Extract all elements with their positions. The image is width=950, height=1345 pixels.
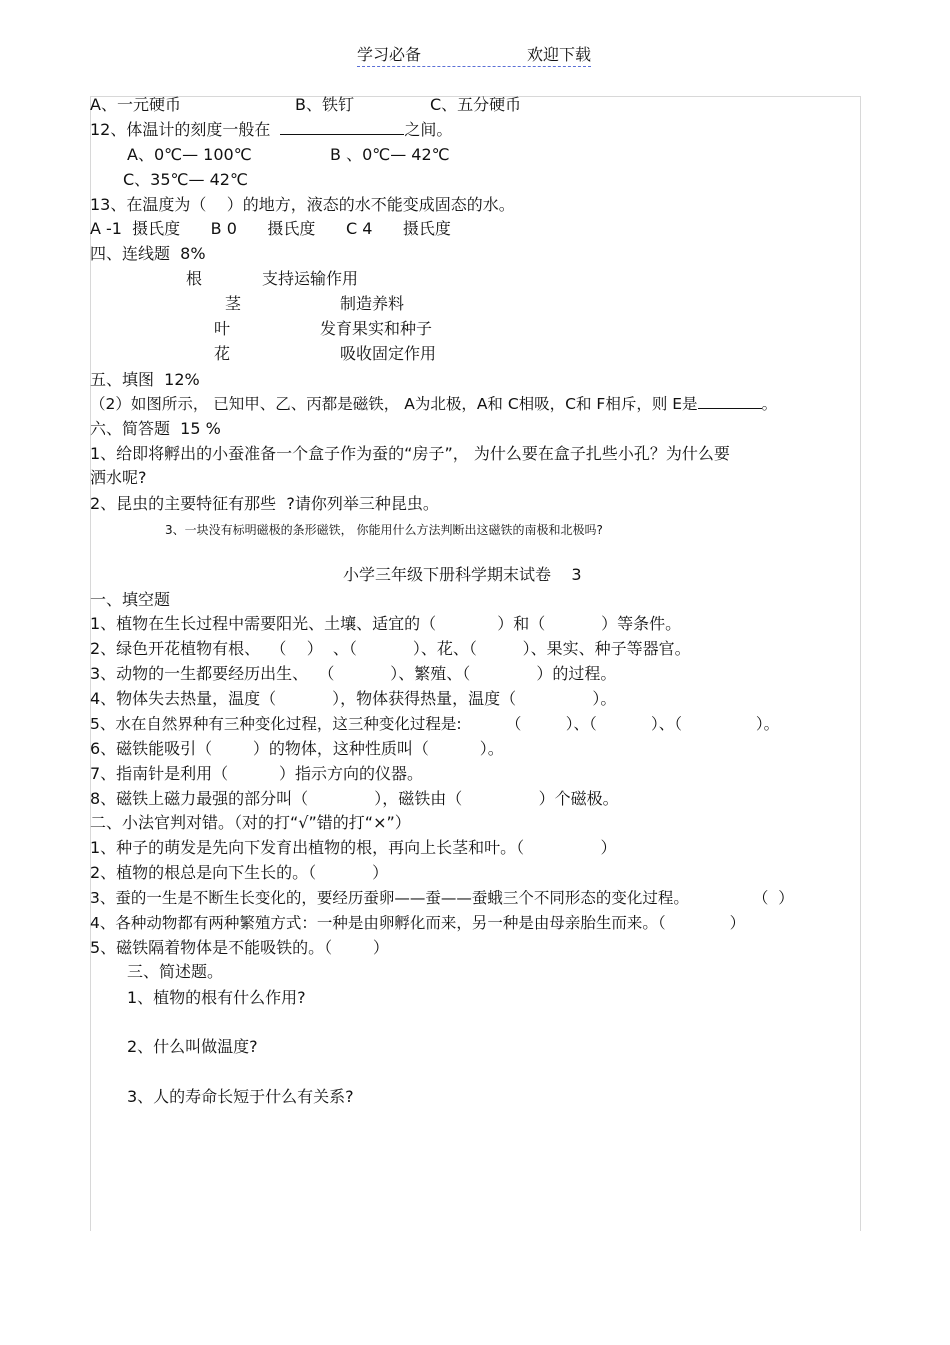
fill-question: 2、绿色开花植物有根、 （ ） 、（ ）、花、（ ）、果实、种子等器官。 <box>90 639 691 658</box>
judge-question: 4、各种动物都有两种繁殖方式：一种是由卵孵化而来，另一种是由母亲胎生而来。（ ） <box>90 914 746 932</box>
judge-question: 2、植物的根总是向下生长的。（ ） <box>90 863 389 882</box>
header-left-text: 学习必备 <box>357 45 422 64</box>
section-4-title: 四、连线题 8% <box>90 244 206 263</box>
judge-question: 3、蚕的一生是不断生长变化的，要经历蚕卵——蚕——蚕蛾三个不同形态的变化过程。 （ ） <box>90 889 794 907</box>
fill-question: 5、水在自然界种有三种变化过程，这三种变化过程是: （ ）、（ ）、（ ）。 <box>90 715 780 733</box>
match-left-item: 叶 <box>214 319 231 338</box>
exam-title: 小学三年级下册科学期末试卷 3 <box>343 565 582 584</box>
section-5-title: 五、填图 12% <box>90 370 200 389</box>
match-left-item: 花 <box>214 344 231 363</box>
match-left-item: 茎 <box>225 294 242 313</box>
question-12-text: 12、体温计的刻度一般在 <box>90 120 271 139</box>
section-6-question-2: 2、昆虫的主要特征有那些 ?请你列举三种昆虫。 <box>90 494 439 513</box>
fill-question: 4、物体失去热量，温度（ ），物体获得热量，温度（ ）。 <box>90 689 617 708</box>
page-header <box>357 42 591 67</box>
section-6-title: 六、简答题 15 % <box>90 419 221 438</box>
fill-question: 3、动物的一生都要经历出生、 （ ）、繁殖、（ ）的过程。 <box>90 664 617 683</box>
section-6-question-1-cont: 洒水呢? <box>90 468 147 487</box>
page-frame-right <box>860 96 861 1231</box>
short-answer-question: 3、人的寿命长短于什么有关系? <box>127 1087 354 1106</box>
fill-question: 8、磁铁上磁力最强的部分叫（ ），磁铁由（ ）个磁极。 <box>90 789 619 808</box>
judge-section-title: 二、小法官判对错。（对的打“√”错的打“×”） <box>90 813 411 832</box>
short-answer-question: 2、什么叫做温度? <box>127 1037 258 1056</box>
judge-question: 1、种子的萌发是先向下发育出植物的根，再向上长茎和叶。（ ） <box>90 838 617 857</box>
match-right-item: 发育果实和种子 <box>320 319 433 338</box>
section-5-question-after: 。 <box>761 395 778 413</box>
match-right-item: 制造养料 <box>340 294 405 313</box>
section-5-question-text: （2）如图所示， 已知甲、乙、丙都是磁铁， A为北极，A和 C相吸，C和 F相斥，则 E是 <box>90 395 698 413</box>
q11-option-b: B、铁钉 <box>295 95 354 114</box>
header-right-text: 欢迎下载 <box>526 45 591 64</box>
answer-blank <box>280 120 404 135</box>
match-right-item: 吸收固定作用 <box>340 344 437 363</box>
short-answer-section-title: 三、简述题。 <box>127 962 224 981</box>
section-6-question-1: 1、给即将孵出的小蚕准备一个盒子作为蚕的“房子”， 为什么要在盒子扎些小孔？为什么要 <box>90 444 730 463</box>
q11-option-a: A、一元硬币 <box>90 95 181 114</box>
q12-option-c: C、35℃— 42℃ <box>123 170 248 189</box>
fill-question: 6、磁铁能吸引（ ）的物体，这种性质叫（ ）。 <box>90 739 504 758</box>
match-left-item: 根 <box>186 269 203 288</box>
match-right-item: 支持运输作用 <box>262 269 359 288</box>
q13-options: A -1 摄氏度 B 0 摄氏度 C 4 摄氏度 <box>90 219 451 238</box>
judge-question: 5、磁铁隔着物体是不能吸铁的。（ ） <box>90 938 389 957</box>
section-6-question-3: 3、一块没有标明磁极的条形磁铁， 你能用什么方法判断出这磁铁的南极和北极吗? <box>165 523 603 537</box>
q12-option-a: A、0℃— 100℃ <box>127 145 252 164</box>
section-5-question <box>90 394 777 414</box>
q11-option-c: C、五分硬币 <box>430 95 522 114</box>
question-12 <box>90 120 452 140</box>
fill-question: 1、植物在生长过程中需要阳光、土壤、适宜的（ ）和（ ）等条件。 <box>90 614 682 633</box>
fill-section-title: 一、填空题 <box>90 590 171 609</box>
fill-question: 7、指南针是利用（ ）指示方向的仪器。 <box>90 764 424 783</box>
question-13: 13、在温度为（ ）的地方，液态的水不能变成固态的水。 <box>90 195 515 214</box>
q12-option-b: B 、0℃— 42℃ <box>330 145 450 164</box>
question-12-after: 之间。 <box>404 120 453 139</box>
answer-blank <box>698 394 762 409</box>
short-answer-question: 1、植物的根有什么作用? <box>127 988 306 1007</box>
